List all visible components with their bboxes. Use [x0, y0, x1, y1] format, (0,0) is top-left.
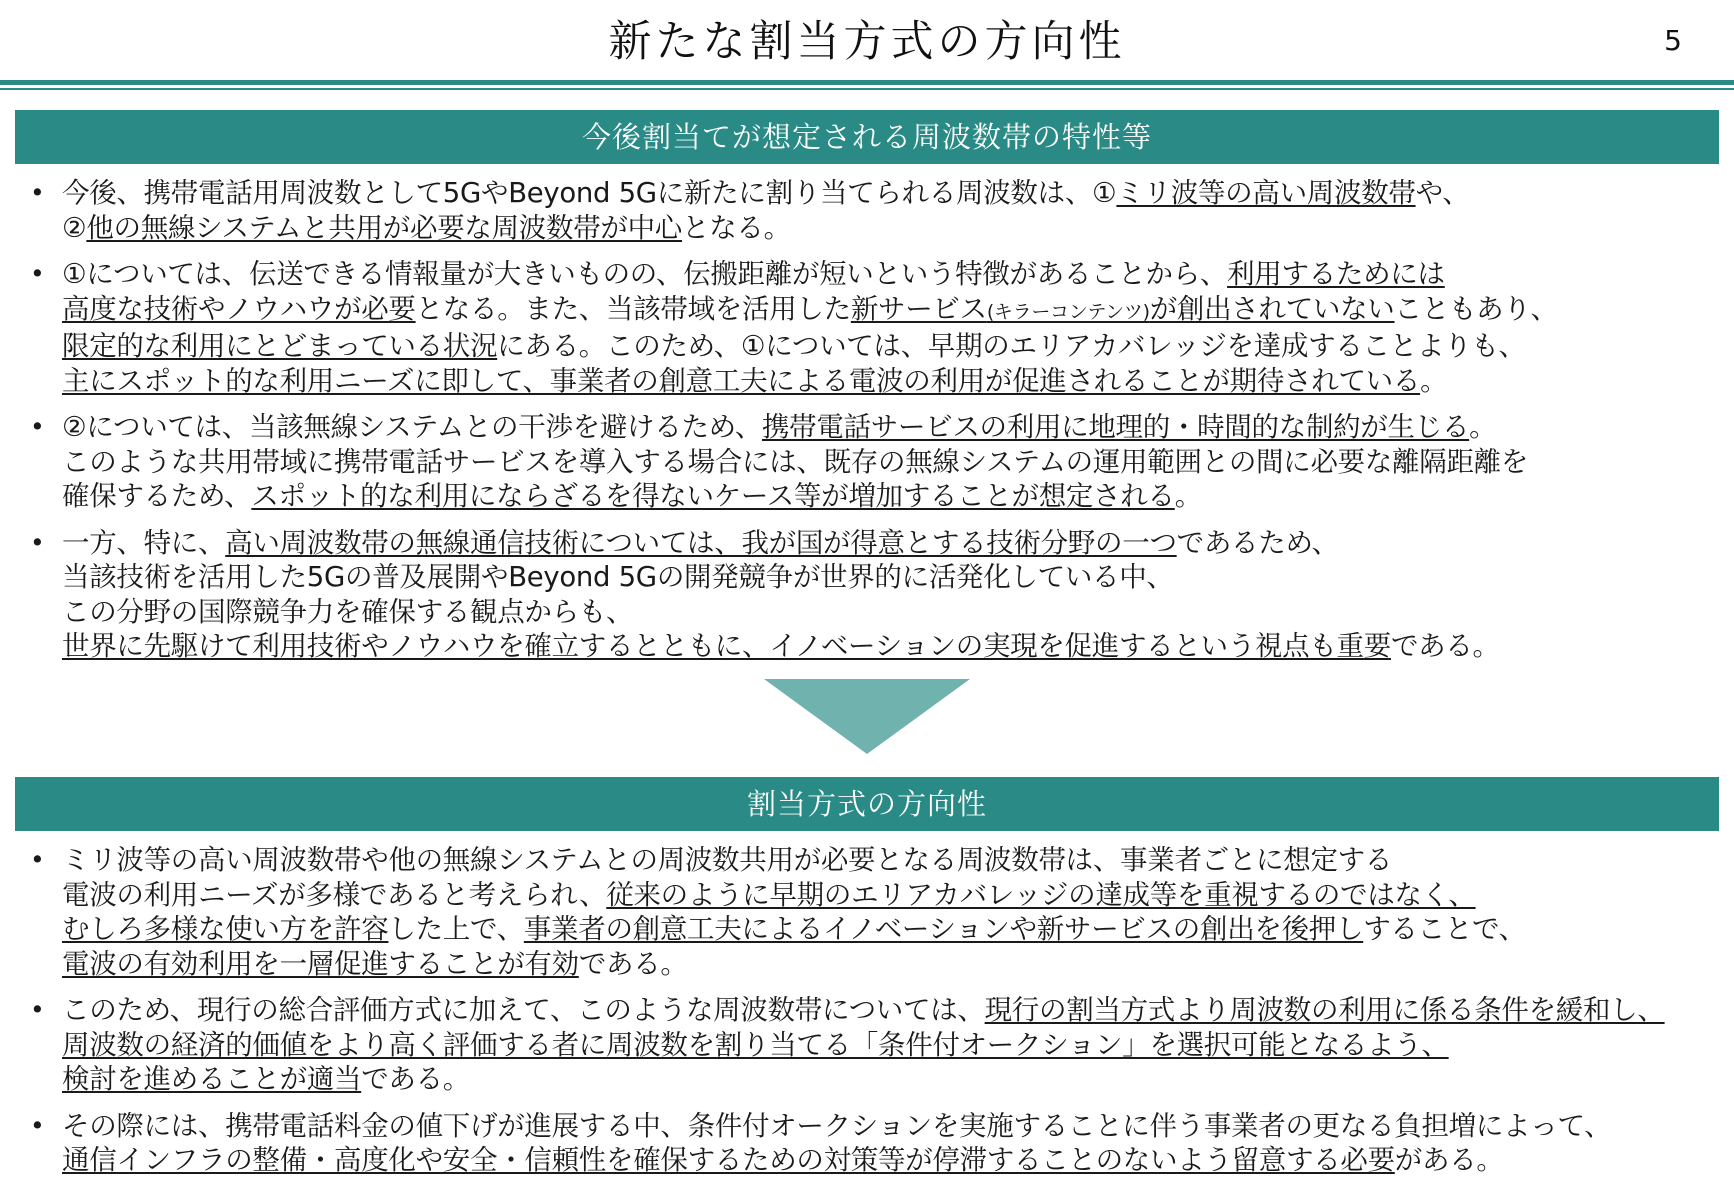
bullet-dot: • [30, 527, 45, 557]
bullet-dot: • [30, 1110, 45, 1140]
bullet-dot: • [30, 995, 45, 1024]
page-number: 5 [1664, 24, 1682, 57]
bullet-item [30, 1109, 1720, 1178]
bullet-text: その際には、携帯電話料金の値下げが進展する中、条件付オークションを実施することに伴う事業者の更なる負担増によって、 通信インフラの整備・高度化や安全・信頼性を確保するための対策等が停滞することのないよう留意する必要がある。 [62, 1109, 1612, 1176]
header-rule-thin [0, 88, 1734, 90]
down-arrow-icon [764, 679, 970, 754]
bullet-dot: • [30, 178, 45, 207]
bullet-item [30, 257, 1720, 398]
bullet-text: ①については、伝送できる情報量が大きいものの、伝搬距離が短いという特徴があることから、利用するためには 高度な技術やノウハウが必要となる。また、当該帯域を活用した新サービス(キラーコンテンツ)が創出されていないこともあり、 限定的な利用にとどまっている状況にある。このため、①については、早期のエリアカバレッジを達成することよりも、 主にスポット的な利用ニーズに即して、事業者の創意工夫による電波の利用が促進されることが期待されている。 [62, 258, 1558, 397]
allocation-bullet-list [30, 843, 1720, 1190]
bullet-text: ②については、当該無線システムとの干渉を避けるため、携帯電話サービスの利用に地理的・時間的な制約が生じる。 このような共用帯域に携帯電話サービスを導入する場合には、既存の無線システムの運用範囲との間に必要な離隔距離を 確保するため、スポット的な利用にならざるを得ないケース等が増加することが想定される。 [62, 411, 1529, 512]
section-heading-allocation-direction: 割当方式の方向性 [15, 777, 1719, 831]
bullet-item [30, 993, 1720, 1097]
header-rule-thick [0, 80, 1734, 85]
bullet-text: ミリ波等の高い周波数帯や他の無線システムとの周波数共用が必要となる周波数帯は、事業者ごとに想定する 電波の利用ニーズが多様であると考えられ、従来のように早期のエリアカバレッジの達成等を重視するのではなく、 むしろ多様な使い方を許容した上で、事業者の創意工夫によるイノベーションや新サービスの創出を後押しすることで、 電波の有効利用を一層促進することが有効である。 [62, 844, 1526, 980]
bullet-dot: • [30, 845, 45, 874]
bullet-text: 今後、携帯電話用周波数として5GやBeyond 5Gに新たに割り当てられる周波数は、①ミリ波等の高い周波数帯や、 ②他の無線システムと共用が必要な周波数帯が中心となる。 [62, 177, 1470, 244]
bullet-text: 一方、特に、高い周波数帯の無線通信技術については、我が国が得意とする技術分野の一つであるため、 当該技術を活用した5Gの普及展開やBeyond 5Gの開発競争が世界的に活発化している中、 この分野の国際競争力を確保する観点からも、 世界に先駆けて利用技術やノウハウを確立するとともに、イノベーションの実現を促進するという視点も重要である。 [62, 526, 1500, 662]
page-title: 新たな割当方式の方向性 [608, 17, 1126, 67]
bullet-item [30, 410, 1720, 514]
bullet-dot: • [30, 259, 45, 288]
bullet-text: このため、現行の総合評価方式に加えて、このような周波数帯については、現行の割当方式より周波数の利用に係る条件を緩和し、 周波数の経済的価値をより高く評価する者に周波数を割り当てる「条件付オークション」を選択可能となるよう、 検討を進めることが適当である。 [62, 994, 1665, 1095]
bullet-dot: • [30, 412, 45, 441]
section-heading-characteristics: 今後割当てが想定される周波数帯の特性等 [15, 110, 1719, 164]
bullet-item [30, 176, 1720, 245]
characteristics-bullet-list [30, 176, 1720, 676]
bullet-item [30, 526, 1720, 664]
bullet-item [30, 843, 1720, 981]
